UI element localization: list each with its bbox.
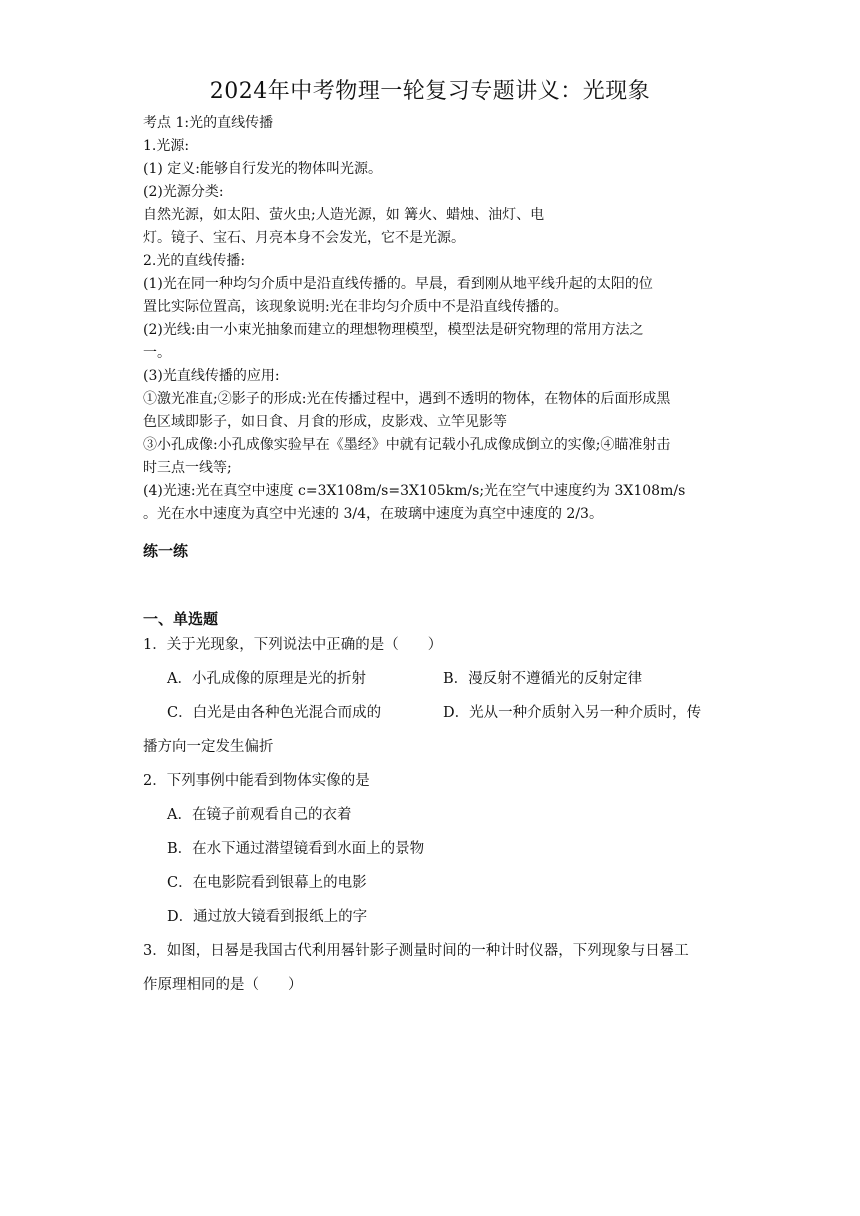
option-row — [143, 696, 723, 730]
practice-heading: 练一练 — [143, 542, 189, 560]
option-a: A．小孔成像的原理是光的折射 — [167, 671, 366, 687]
question-1 — [143, 628, 723, 764]
question-stem: 3．如图，日晷是我国古代利用晷针影子测量时间的一种计时仪器，下列现象与日晷工 — [143, 943, 689, 959]
note-line: ③小孔成像:小孔成像实验早在《墨经》中就有记载小孔成像成倒立的实像;④瞄准射击 — [143, 437, 671, 453]
note-line: 色区域即影子，如日食、月食的形成，皮影戏、立竿见影等 — [143, 414, 507, 430]
note-line: 自然光源，如太阳、萤火虫;人造光源，如 篝火、蜡烛、油灯、电 — [143, 207, 545, 223]
note-line: 灯。镜子、宝石、月亮本身不会发光，它不是光源。 — [143, 230, 465, 246]
note-line: (4)光速:光在真空中速度 c=3X108m/s=3X105km/s;光在空气中速度约为 3X108m/s — [143, 483, 686, 499]
option-row — [143, 662, 723, 696]
note-line: 置比实际位置高，该现象说明:光在非均匀介质中不是沿直线传播的。 — [143, 299, 568, 315]
question-2 — [143, 764, 723, 934]
note-line: 2.光的直线传播: — [143, 253, 246, 269]
note-line: (1)光在同一种均匀介质中是沿直线传播的。早晨，看到刚从地平线升起的太阳的位 — [143, 276, 653, 292]
option-d-continuation: 播方向一定发生偏折 — [143, 739, 274, 755]
option-b: B．在水下通过潜望镜看到水面上的景物 — [167, 841, 425, 857]
option-d: D．光从一种介质射入另一种介质时，传 — [443, 705, 702, 721]
question-stem: 2．下列事例中能看到物体实像的是 — [143, 773, 370, 789]
option-a: A．在镜子前观看自己的衣着 — [167, 807, 352, 823]
page-title: 2024年中考物理一轮复习专题讲义：光现象 — [209, 79, 651, 104]
question-3 — [143, 934, 723, 1002]
question-stem: 1．关于光现象，下列说法中正确的是（ ） — [143, 637, 443, 653]
option-b: B．漫反射不遵循光的反射定律 — [443, 671, 643, 687]
option-c: C．在电影院看到银幕上的电影 — [167, 875, 367, 891]
section-heading: 一、单选题 — [143, 610, 219, 628]
note-line: (1) 定义:能够自行发光的物体叫光源。 — [143, 161, 382, 177]
note-line: 1.光源: — [143, 138, 190, 154]
question-stem-continuation: 作原理相同的是（ ） — [143, 977, 303, 993]
knowledge-notes — [143, 112, 723, 526]
note-line: (2)光源分类: — [143, 184, 224, 200]
note-line: 。光在水中速度为真空中光速的 3/4，在玻璃中速度为真空中速度的 2/3。 — [143, 506, 603, 522]
note-line: ①激光准直;②影子的形成:光在传播过程中，遇到不透明的物体，在物体的后面形成黑 — [143, 391, 671, 407]
note-line: 一。 — [143, 345, 171, 361]
note-line: (3)光直线传播的应用: — [143, 368, 280, 384]
note-line: 考点 1:光的直线传播 — [143, 115, 274, 131]
note-line: (2)光线:由一小束光抽象而建立的理想物理模型，模型法是研究物理的常用方法之 — [143, 322, 644, 338]
note-line: 时三点一线等; — [143, 460, 232, 476]
option-d: D．通过放大镜看到报纸上的字 — [167, 909, 368, 925]
option-c: C．白光是由各种色光混合而成的 — [167, 705, 382, 721]
